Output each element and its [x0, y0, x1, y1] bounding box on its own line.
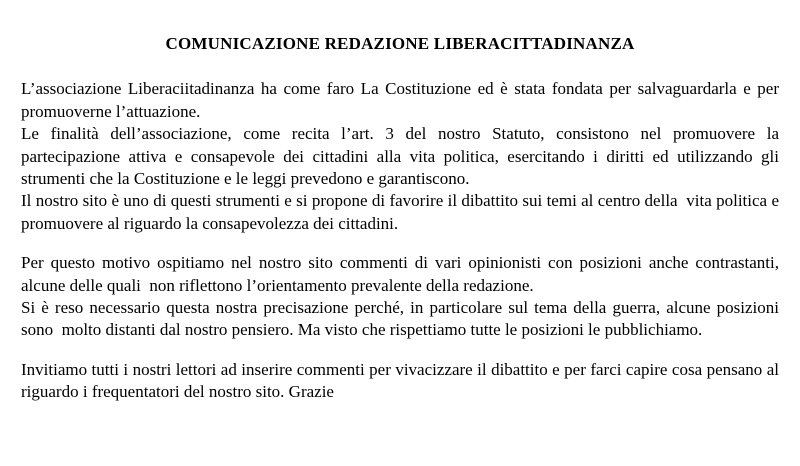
paragraph-statute-goals: Le finalità dell’associazione, come recita l’art. 3 del nostro Statuto, consistono nel promuovere la partecipazione attiva e consapevole dei cittadini alla vita politica, esercitando i diritti ed utilizzando gli strumenti che la Costituzione e le leggi prevedono e garantiscono.: [21, 124, 784, 189]
document-body: [21, 78, 784, 403]
paragraph-association-mission: L’associazione Liberaciitadinanza ha come faro La Costituzione ed è stata fondata per salvaguardarla e per promuoverne l’attuazione.: [21, 79, 784, 121]
document-title: COMUNICAZIONE REDAZIONE LIBERACITTADINANZA: [165, 34, 635, 53]
paragraph-site-purpose: Il nostro sito è uno di questi strumenti e si propone di favorire il dibattito sui temi al centro della vita politica e promuovere al riguardo la consapevolezza dei cittadini.: [21, 191, 784, 233]
paragraph-invitation-comments: Invitiamo tutti i nostri lettori ad inserire commenti per vivacizzare il dibattito e per farci capire cosa pensano al riguardo i frequentatori del nostro sito. Grazie: [21, 359, 784, 402]
paragraph-opinions-hosted: Per questo motivo ospitiamo nel nostro sito commenti di vari opinionisti con posizioni anche contrastanti, alcune delle quali non riflettono l’orientamento prevalente della redazione.: [21, 253, 784, 295]
paragraph-clarification-war: Si è reso necessario questa nostra precisazione perché, in particolare sul tema della guerra, alcune posizioni sono molto distanti dal nostro pensiero. Ma visto che rispettiamo tutte le posizioni le pubblichiamo.: [21, 298, 784, 340]
